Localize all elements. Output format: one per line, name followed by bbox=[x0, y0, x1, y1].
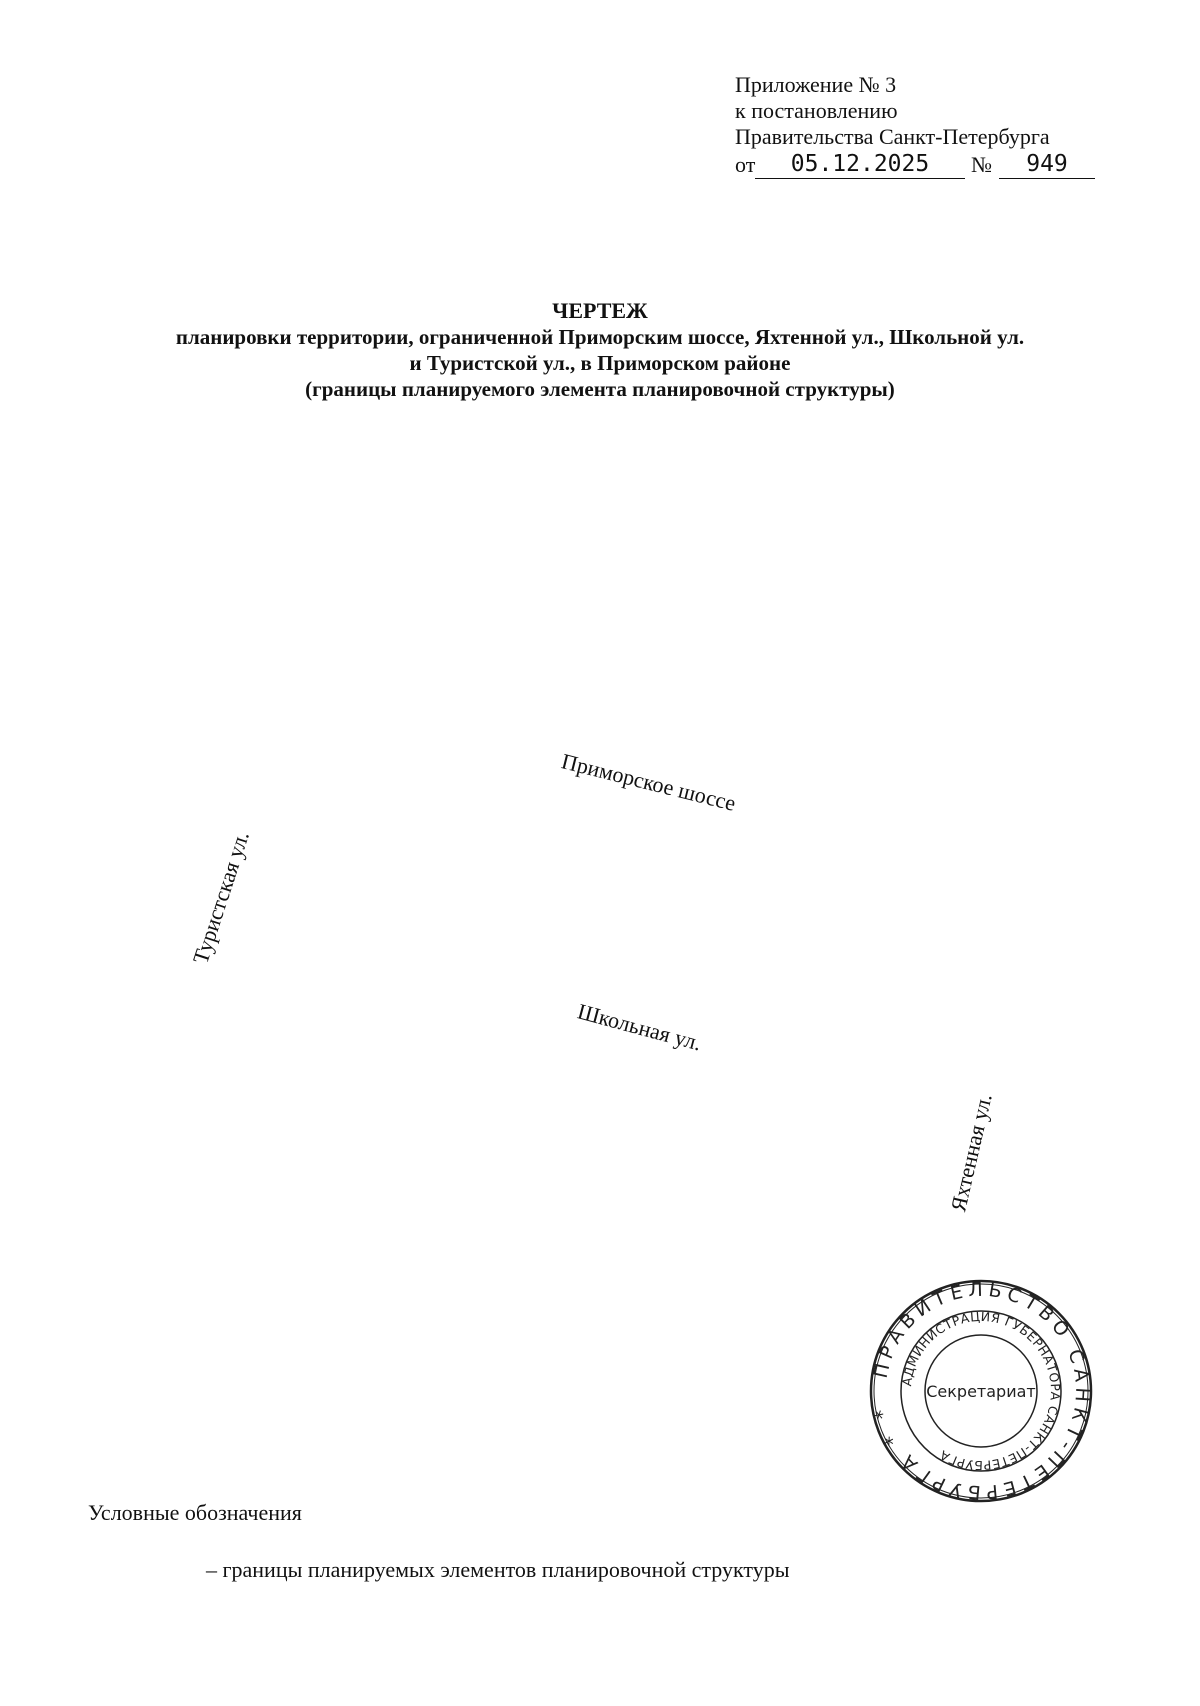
appendix-header bbox=[735, 72, 1068, 180]
resolution-number: 949 bbox=[999, 150, 1095, 179]
street-label-yakhtennaya: Яхтенная ул. bbox=[945, 1091, 997, 1214]
seal-inner-text: АДМИНИСТРАЦИЯ ГУБЕРНАТОРА САНКТ-ПЕТЕРБУРГА bbox=[899, 1308, 1064, 1474]
title-line-1: планировки территории, ограниченной Приморским шоссе, Яхтенной ул., Школьной ул. bbox=[175, 325, 1025, 349]
title-line-3: (границы планируемого элемента планировочной структуры) bbox=[305, 377, 895, 401]
appendix-government: Правительства Санкт-Петербурга bbox=[735, 124, 1050, 149]
number-label: № bbox=[971, 152, 992, 177]
resolution-date: 05.12.2025 bbox=[755, 150, 965, 179]
appendix-to-resolution: к постановлению bbox=[735, 98, 898, 123]
appendix-number: Приложение № 3 bbox=[735, 72, 897, 97]
seal-outer-text: ПРАВИТЕЛЬСТВО САНКТ-ПЕТЕРБУРГА * * bbox=[869, 1278, 1094, 1504]
from-label: от bbox=[735, 152, 756, 177]
title-main: ЧЕРТЕЖ bbox=[552, 298, 648, 323]
resolution-reference bbox=[735, 150, 1068, 180]
legend-title: Условные обозначения bbox=[88, 1500, 302, 1525]
street-label-shkolnaya: Школьная ул. bbox=[574, 998, 705, 1056]
document-title bbox=[40, 298, 1160, 402]
street-label-primorskoe: Приморское шоссе bbox=[559, 748, 739, 816]
seal-center-text: Секретариат bbox=[926, 1382, 1036, 1401]
official-seal bbox=[868, 1278, 1094, 1504]
title-line-2: и Туристской ул., в Приморском районе bbox=[409, 351, 791, 375]
legend-item-boundaries: – границы планируемых элементов планировочной структуры bbox=[206, 1557, 790, 1582]
street-label-turistskaya: Туристская ул. bbox=[187, 827, 254, 967]
